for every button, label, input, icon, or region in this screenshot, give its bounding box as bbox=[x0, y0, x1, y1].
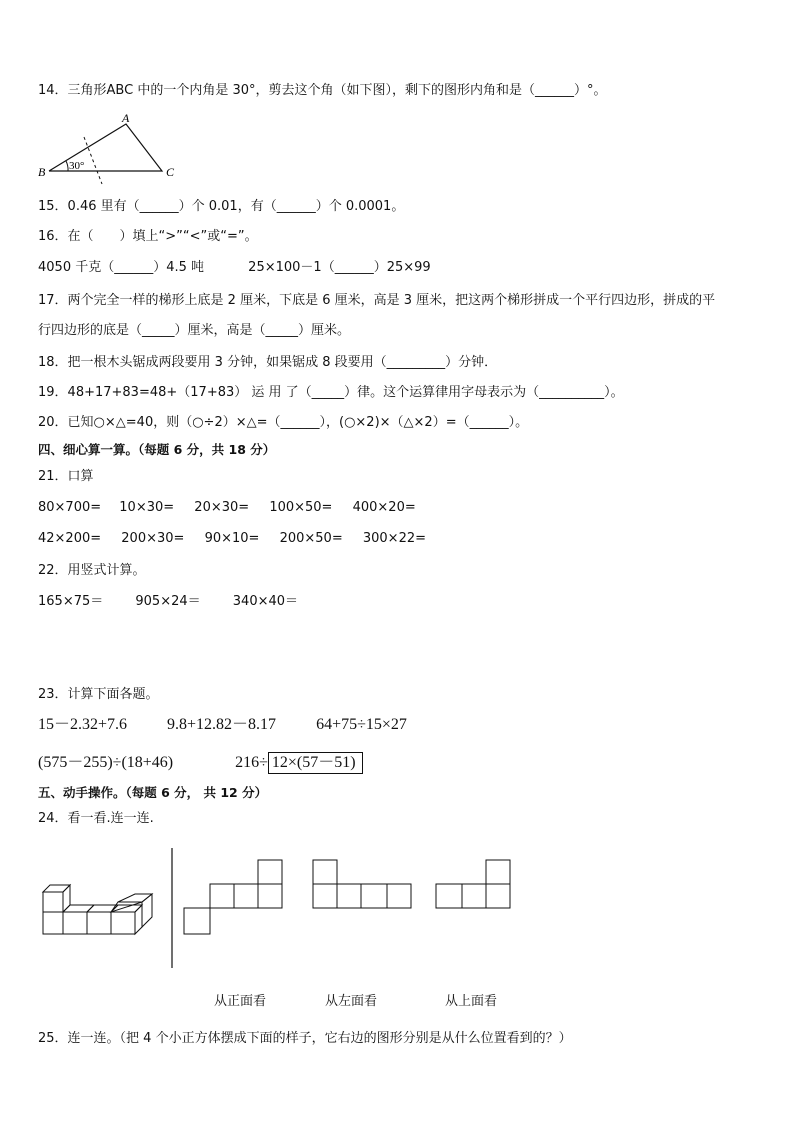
q16-item-1: 4050 千克（______）4.5 吨 bbox=[38, 260, 205, 275]
expression: (575－255)÷(18+46) bbox=[38, 754, 174, 771]
expression bbox=[235, 752, 362, 774]
q23-title: 23．计算下面各题。 bbox=[38, 687, 159, 702]
angle-label: 30° bbox=[69, 160, 85, 172]
bracket-inner: 12×(57－51) bbox=[271, 754, 356, 771]
q17-line1: 17．两个完全一样的梯形上底是 2 厘米，下底是 6 厘米，高是 3 厘米，把这两个梯形拼成一个平行四边形，拼成的平 bbox=[38, 293, 716, 308]
vertical-calc-item: 905×24＝ bbox=[135, 594, 201, 609]
cube-stack-figure bbox=[40, 882, 160, 942]
q22-title: 22．用竖式计算。 bbox=[38, 563, 146, 578]
view-grid-1 bbox=[182, 858, 282, 938]
q22-items bbox=[38, 593, 298, 611]
section-4-title: 四、细心算一算。（每题 6 分，共 18 分） bbox=[38, 442, 276, 457]
oral-calc-item: 300×22= bbox=[362, 531, 426, 546]
view-label-left: 从左面看 bbox=[325, 994, 378, 1009]
q21-title: 21．口算 bbox=[38, 469, 94, 484]
q19-text: 19．48+17+83=48+（17+83） 运 用 了（_____）律。这个运算律用字母表示为（__________）。 bbox=[38, 385, 624, 400]
oral-calc-item: 200×50= bbox=[279, 531, 343, 546]
vertical-calc-item: 340×40＝ bbox=[232, 594, 299, 609]
view-grid-3 bbox=[434, 858, 524, 918]
expression: 9.8+12.82－8.17 bbox=[167, 716, 277, 733]
vertex-b-label: B bbox=[38, 165, 46, 179]
q14-text: 14．三角形ABC 中的一个内角是 30°，剪去这个角（如下图），剩下的图形内角和是（______）°。 bbox=[38, 83, 607, 98]
q25-text: 25．连一连。（把 4 个小正方体摆成下面的样子，它右边的图形分别是从什么位置看到的？） bbox=[38, 1031, 572, 1046]
vertex-c-label: C bbox=[166, 165, 175, 179]
oral-calc-item: 200×30= bbox=[121, 531, 185, 546]
view-grid-2 bbox=[311, 858, 421, 918]
q16-text: 16．在（ ）填上“>”“<”或“=”。 bbox=[38, 229, 258, 244]
expression: 64+75÷15×27 bbox=[316, 716, 407, 733]
q24-title: 24．看一看.连一连. bbox=[38, 811, 154, 826]
q14-triangle-figure bbox=[36, 112, 186, 182]
bracket-close bbox=[358, 752, 363, 774]
view-label-top: 从上面看 bbox=[445, 994, 498, 1009]
q23-row-1 bbox=[38, 716, 407, 734]
oral-calc-item: 100×50= bbox=[269, 500, 333, 515]
q21-row-1 bbox=[38, 499, 416, 517]
expression: 15－2.32+7.6 bbox=[38, 716, 128, 733]
expression-prefix: 216÷ bbox=[235, 754, 268, 771]
q15-text: 15．0.46 里有（______）个 0.01，有（______）个 0.0001。 bbox=[38, 199, 405, 214]
oral-calc-item: 42×200= bbox=[38, 531, 102, 546]
q16-item-2: 25×100－1（______）25×99 bbox=[248, 260, 431, 275]
q23-row-2 bbox=[38, 752, 363, 774]
q20-text: 20．已知○×△=40，则（○÷2）×△=（______），(○×2)×（△×2）=（______）。 bbox=[38, 415, 529, 430]
q21-row-2 bbox=[38, 530, 426, 548]
vertical-calc-item: 165×75＝ bbox=[38, 594, 104, 609]
divider-line bbox=[171, 848, 173, 968]
oral-calc-item: 400×20= bbox=[352, 500, 416, 515]
oral-calc-item: 20×30= bbox=[194, 500, 250, 515]
bracket-group bbox=[268, 752, 359, 774]
q18-text: 18．把一根木头锯成两段要用 3 分钟，如果锯成 8 段要用（_________）分钟． bbox=[38, 355, 498, 370]
oral-calc-item: 80×700= bbox=[38, 500, 102, 515]
vertex-a-label: A bbox=[122, 111, 130, 125]
q17-line2: 行四边形的底是（_____）厘米，高是（_____）厘米。 bbox=[38, 323, 351, 338]
oral-calc-item: 10×30= bbox=[119, 500, 175, 515]
view-label-front: 从正面看 bbox=[214, 994, 267, 1009]
q16-items bbox=[38, 259, 431, 277]
section-5-title: 五、动手操作。（每题 6 分， 共 12 分） bbox=[38, 785, 268, 800]
oral-calc-item: 90×10= bbox=[204, 531, 260, 546]
